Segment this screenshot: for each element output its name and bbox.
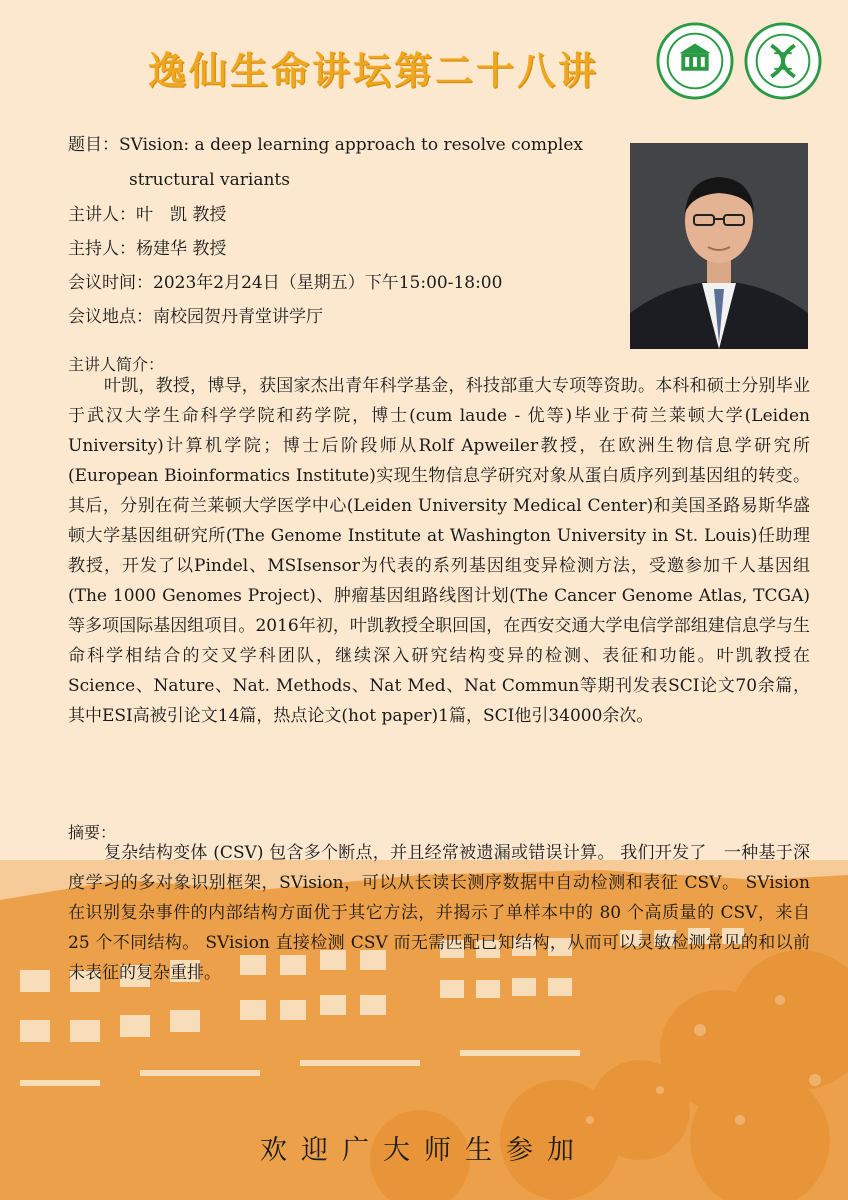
topic-line-1: SVision: a deep learning approach to resolve complex <box>119 135 583 155</box>
time-value: 2023年2月24日（星期五）下午15:00-18:00 <box>153 273 503 293</box>
topic-row <box>68 134 583 156</box>
abstract-heading: 摘要： <box>68 823 117 842</box>
topic-label: 题目： <box>68 135 119 155</box>
topic-line-2: structural variants <box>129 170 290 190</box>
poster-title: 逸仙生命讲坛第二十八讲 <box>148 49 600 93</box>
location-value: 南校园贺丹青堂讲学厅 <box>153 307 323 327</box>
speaker-row <box>68 204 226 226</box>
bio-text: 叶凯，教授，博导，获国家杰出青年科学基金，科技部重大专项等资助。本科和硕士分别毕业于武汉大学生命科学学院和药学院，博士(cum laude - 优等)毕业于荷兰莱顿大学(Leiden University)计算机学院；博士后阶段师从Rolf Apweiler教授，在欧洲生物信息学研究所(European Bioinformatics Institute)实现生物信息学研究对象从蛋白质序列到基因组的转变。其后，分别在荷兰莱顿大学医学中心(Leiden University Medical Center)和美国圣路易斯华盛顿大学基因组研究所(The Genome Institute at Washington University in St. Louis)任助理教授，开发了以Pindel、MSIsensor为代表的系列基因组变异检测方法，受邀参加千人基因组(The 1000 Genomes Project)、肿瘤基因组路线图计划(The Cancer Genome Atlas, TCGA)等多项国际基因组项目。2016年初，叶凯教授全职回国，在西安交通大学电信学部组建信息学与生命科学相结合的交叉学科团队，继续深入研究结构变异的检测、表征和功能。叶凯教授在Science、Nature、Nat. Methods、Nat Med、Nat Commun等期刊发表SCI论文70余篇，其中ESI高被引论文14篇，热点论文(hot paper)1篇，SCI他引34000余次。 <box>68 376 810 726</box>
time-label: 会议时间： <box>68 273 153 293</box>
location-label: 会议地点： <box>68 307 153 327</box>
lab-logo-icon <box>744 22 822 100</box>
speaker-photo <box>630 143 808 349</box>
location-row <box>68 306 323 328</box>
speaker-label: 主讲人： <box>68 205 136 225</box>
university-logo-icon <box>656 22 734 100</box>
time-row <box>68 272 502 294</box>
speaker-value: 叶 凯 教授 <box>136 205 227 225</box>
bio-heading: 主讲人简介： <box>68 355 165 374</box>
host-value: 杨建华 教授 <box>136 239 227 259</box>
host-row <box>68 238 226 260</box>
abstract-text: 复杂结构变体 (CSV) 包含多个断点，并且经常被遗漏或错误计算。 我们开发了 一种基于深度学习的多对象识别框架，SVision，可以从长读长测序数据中自动检测和表征 CSV。 SVision 在识别复杂事件的内部结构方面优于其它方法，并揭示了单样本中的 80 个高质量的 CSV，来自 25 个不同结构。 SVision 直接检测 CSV 而无需匹配已知结构，从而可以灵敏检测常见的和以前未表征的复杂重排。 <box>68 843 810 983</box>
welcome-text: 欢迎广大师生参加 <box>260 1135 588 1166</box>
host-label: 主持人： <box>68 239 136 259</box>
